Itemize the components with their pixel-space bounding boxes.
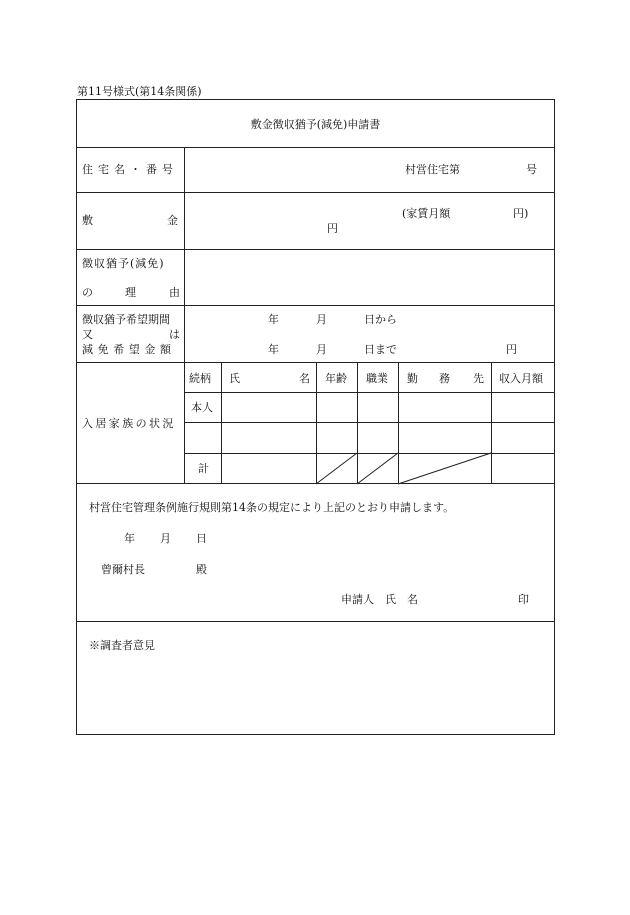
form-title: 敷金徴収猶予(減免)申請書 xyxy=(250,118,381,131)
seal-mark: 印 xyxy=(518,593,529,606)
family-label: 入居家族の状況 xyxy=(82,417,176,430)
work-total-slash xyxy=(398,453,491,484)
header-work-saki: 先 xyxy=(473,372,484,385)
period-label-line1: 徴収猶予希望期間 xyxy=(82,313,170,326)
header-work-kin: 勤 xyxy=(407,372,418,385)
period-label-line3: 減免希望金額 xyxy=(82,343,176,356)
header-name-shi: 氏 xyxy=(229,372,240,385)
period-month2: 月 xyxy=(316,343,327,356)
header-work-mu: 務 xyxy=(439,372,450,385)
reason-label-yu: 由 xyxy=(169,286,180,299)
declaration-day: 日 xyxy=(196,532,207,545)
age-total-slash xyxy=(316,453,357,484)
header-relation: 続柄 xyxy=(189,372,211,385)
housing-prefix: 村営住宅第 xyxy=(405,163,460,176)
job-total-slash xyxy=(357,453,398,484)
period-label-mata: 又 xyxy=(82,328,93,341)
total-label: 計 xyxy=(198,462,209,475)
header-job: 職業 xyxy=(366,372,388,385)
rent-note: (家賃月額 xyxy=(402,207,451,220)
period-yen: 円 xyxy=(506,343,517,356)
addressee: 曾爾村長 xyxy=(101,563,145,576)
deposit-label-left: 敷 xyxy=(82,214,93,227)
declaration-month: 月 xyxy=(160,532,171,545)
declaration-year: 年 xyxy=(124,532,135,545)
header-income: 収入月額 xyxy=(499,372,543,385)
form-number: 第11号様式(第14条関係) xyxy=(77,85,202,98)
applicant-name-label: 申請人 氏 名 xyxy=(341,593,418,606)
header-name-mei: 名 xyxy=(299,372,310,385)
period-day-to: 日まで xyxy=(364,343,397,356)
deposit-label-right: 金 xyxy=(167,214,178,227)
reason-label-no: の xyxy=(82,286,93,299)
housing-suffix: 号 xyxy=(526,163,537,176)
reason-label-ri: 理 xyxy=(125,286,136,299)
period-day-from: 日から xyxy=(364,313,397,326)
rent-yen: 円) xyxy=(513,207,529,220)
honorific: 殿 xyxy=(196,563,207,576)
period-label-wa: は xyxy=(169,328,180,341)
period-year1: 年 xyxy=(268,313,279,326)
reason-label-line1: 徴収猶予(減免) xyxy=(82,257,165,270)
housing-label-text: 住宅名・番号 xyxy=(82,163,178,176)
period-year2: 年 xyxy=(268,343,279,356)
declaration-text: 村営住宅管理条例施行規則第14条の規定により上記のとおり申請します。 xyxy=(89,501,455,514)
period-month1: 月 xyxy=(316,313,327,326)
row-self-relation: 本人 xyxy=(191,401,213,414)
header-age: 年齢 xyxy=(325,372,347,385)
examiner-opinion-label: ※調査者意見 xyxy=(89,639,155,652)
deposit-yen: 円 xyxy=(327,222,338,235)
